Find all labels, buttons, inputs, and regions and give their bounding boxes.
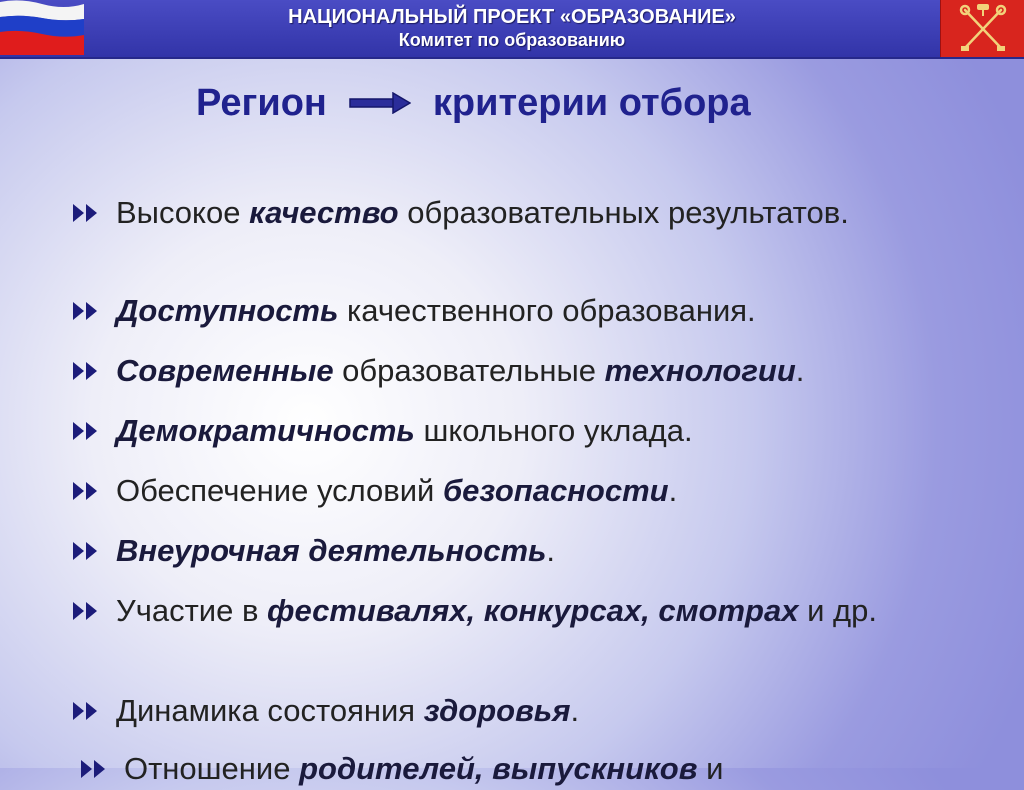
list-item (70, 410, 950, 452)
item-text: Участие в (116, 593, 268, 628)
item-emphasis: Внеурочная деятельность (116, 533, 547, 568)
list-item (70, 290, 950, 332)
double-arrow-bullet-icon (70, 201, 104, 225)
item-emphasis: безопасности (442, 473, 669, 508)
title-region: Регион (196, 81, 327, 124)
item-text: образовательных результатов. (398, 195, 849, 230)
item-text: и др. (798, 593, 877, 628)
right-arrow-icon (349, 92, 411, 114)
double-arrow-bullet-icon (70, 359, 104, 383)
double-arrow-bullet-icon (78, 757, 112, 781)
list-item (78, 748, 958, 790)
list-item (70, 690, 950, 732)
item-emphasis: родителей, выпускников (299, 751, 698, 786)
list-item (70, 192, 950, 234)
item-text: . (546, 533, 556, 568)
double-arrow-bullet-icon (70, 599, 104, 623)
item-emphasis: Современные (116, 353, 334, 388)
double-arrow-bullet-icon (70, 419, 104, 443)
item-emphasis: Демократичность (116, 413, 415, 448)
item-text: . (795, 353, 805, 388)
double-arrow-bullet-icon (70, 299, 104, 323)
list-item (70, 530, 950, 572)
item-emphasis: качество (249, 195, 399, 230)
item-emphasis: Доступность (116, 293, 339, 328)
item-text: Обеспечение условий (116, 473, 443, 508)
saint-petersburg-emblem-icon (940, 0, 1024, 57)
item-emphasis: фестивалях, конкурсах, смотрах (267, 593, 799, 628)
item-text: качественного образования. (338, 293, 756, 328)
item-text: Динамика состояния (116, 693, 424, 728)
double-arrow-bullet-icon (70, 699, 104, 723)
item-text: образовательные (333, 353, 605, 388)
header-title: НАЦИОНАЛЬНЫЙ ПРОЕКТ «ОБРАЗОВАНИЕ» (288, 6, 736, 28)
list-item (70, 590, 950, 632)
header-subtitle: Комитет по образованию (398, 30, 626, 50)
item-text: . (570, 693, 580, 728)
list-item (70, 470, 950, 512)
item-text: Высокое (116, 195, 250, 230)
list-item (70, 350, 950, 392)
russian-flag-icon (0, 0, 84, 55)
item-text: Отношение (124, 751, 300, 786)
slide-title (196, 78, 751, 128)
title-criteria: критерии отбора (432, 81, 751, 124)
item-text: школьного уклада. (414, 413, 693, 448)
double-arrow-bullet-icon (70, 539, 104, 563)
double-arrow-bullet-icon (70, 479, 104, 503)
item-emphasis: технологии (604, 353, 796, 388)
item-emphasis: здоровья (423, 693, 571, 728)
item-text: . (668, 473, 678, 508)
header-bar (0, 0, 1024, 59)
item-text: и (697, 751, 724, 786)
